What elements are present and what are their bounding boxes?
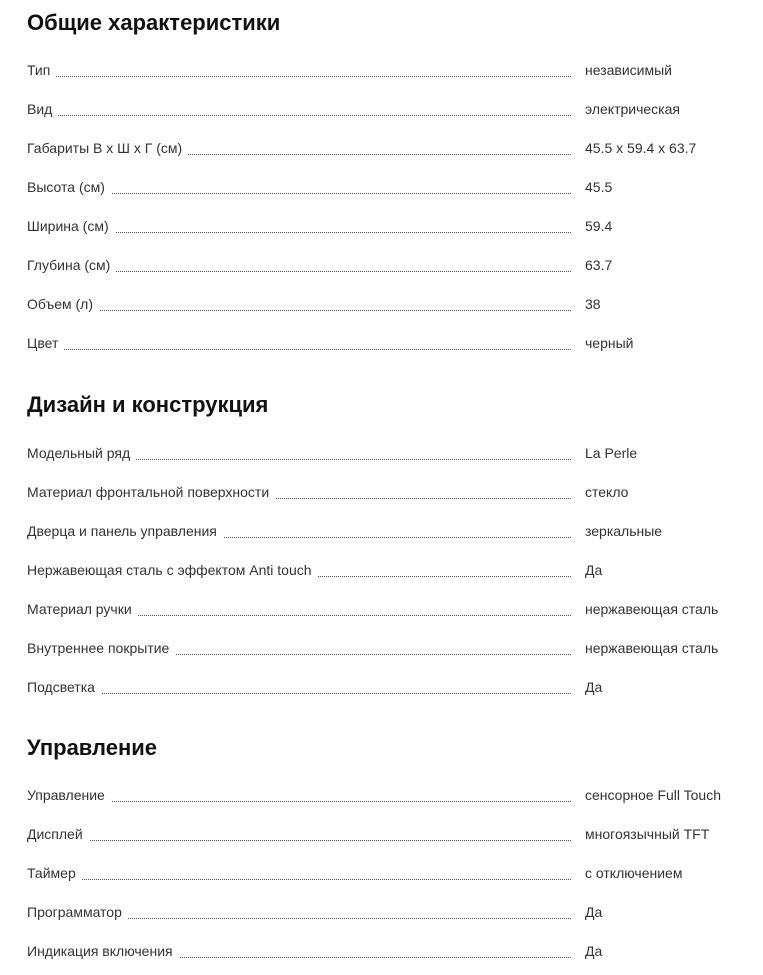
spec-value: 45.5 <box>585 179 613 195</box>
spec-row <box>27 435 737 474</box>
spec-value: Да <box>585 562 603 578</box>
spec-value: многоязычный TFT <box>585 826 710 842</box>
spec-row <box>27 894 737 933</box>
dotted-leader <box>27 115 571 116</box>
dotted-leader <box>27 840 571 841</box>
spec-row <box>27 130 737 169</box>
spec-label: Внутреннее покрытие <box>27 639 175 657</box>
spec-row <box>27 816 737 855</box>
section-title: Управление <box>27 735 158 760</box>
spec-label: Габариты В x Ш x Г (см) <box>27 139 188 157</box>
spec-row <box>27 91 737 130</box>
dotted-leader <box>27 76 571 77</box>
spec-label: Материал фронтальной поверхности <box>27 483 275 501</box>
spec-value: с отключением <box>585 865 683 881</box>
spec-value: стекло <box>585 484 629 500</box>
spec-row <box>27 52 737 91</box>
spec-label: Материал ручки <box>27 600 138 618</box>
spec-label: Ширина (см) <box>27 217 115 235</box>
spec-list <box>27 777 737 972</box>
spec-value: сенсорное Full Touch <box>585 787 721 803</box>
spec-value: 59.4 <box>585 218 613 234</box>
spec-row <box>27 777 737 816</box>
spec-row <box>27 591 737 630</box>
spec-value: 45.5 x 59.4 x 63.7 <box>585 140 697 156</box>
spec-value: независимый <box>585 62 673 78</box>
spec-value: La Perle <box>585 445 638 461</box>
spec-row <box>27 474 737 513</box>
spec-row <box>27 630 737 669</box>
spec-row <box>27 513 737 552</box>
spec-value: черный <box>585 335 634 351</box>
spec-row <box>27 286 737 325</box>
spec-label: Индикация включения <box>27 942 179 960</box>
spec-label: Вид <box>27 100 58 118</box>
section-title: Дизайн и конструкция <box>27 392 269 417</box>
spec-label: Нержавеющая сталь с эффектом Anti touch <box>27 561 318 579</box>
section-controls <box>27 733 737 972</box>
spec-label: Тип <box>27 61 56 79</box>
spec-label: Подсветка <box>27 678 101 696</box>
section-title: Общие характеристики <box>27 10 281 35</box>
spec-row <box>27 169 737 208</box>
section-general <box>27 8 737 364</box>
spec-value: электрическая <box>585 101 680 117</box>
spec-label: Программатор <box>27 903 128 921</box>
spec-value: 63.7 <box>585 257 613 273</box>
spec-list <box>27 435 737 708</box>
spec-row <box>27 855 737 894</box>
spec-row <box>27 247 737 286</box>
spec-value: Да <box>585 904 603 920</box>
spec-value: нержавеющая сталь <box>585 640 719 656</box>
spec-label: Управление <box>27 786 111 804</box>
spec-label: Дверца и панель управления <box>27 522 223 540</box>
spec-value: Да <box>585 943 603 959</box>
spec-row <box>27 325 737 364</box>
spec-label: Таймер <box>27 864 82 882</box>
spec-row <box>27 208 737 247</box>
spec-label: Цвет <box>27 334 64 352</box>
dotted-leader <box>27 879 571 880</box>
section-design <box>27 390 737 708</box>
dotted-leader <box>27 310 571 311</box>
spec-label: Модельный ряд <box>27 444 136 462</box>
spec-row <box>27 552 737 591</box>
spec-list <box>27 52 737 364</box>
spec-label: Глубина (см) <box>27 256 116 274</box>
spec-value: нержавеющая сталь <box>585 601 719 617</box>
dotted-leader <box>27 349 571 350</box>
spec-value: зеркальные <box>585 523 663 539</box>
spec-row <box>27 669 737 708</box>
spec-value: 38 <box>585 296 601 312</box>
spec-label: Дисплей <box>27 825 89 843</box>
spec-label: Объем (л) <box>27 295 99 313</box>
spec-value: Да <box>585 679 603 695</box>
dotted-leader <box>27 693 571 694</box>
spec-label: Высота (см) <box>27 178 111 196</box>
spec-row <box>27 933 737 972</box>
